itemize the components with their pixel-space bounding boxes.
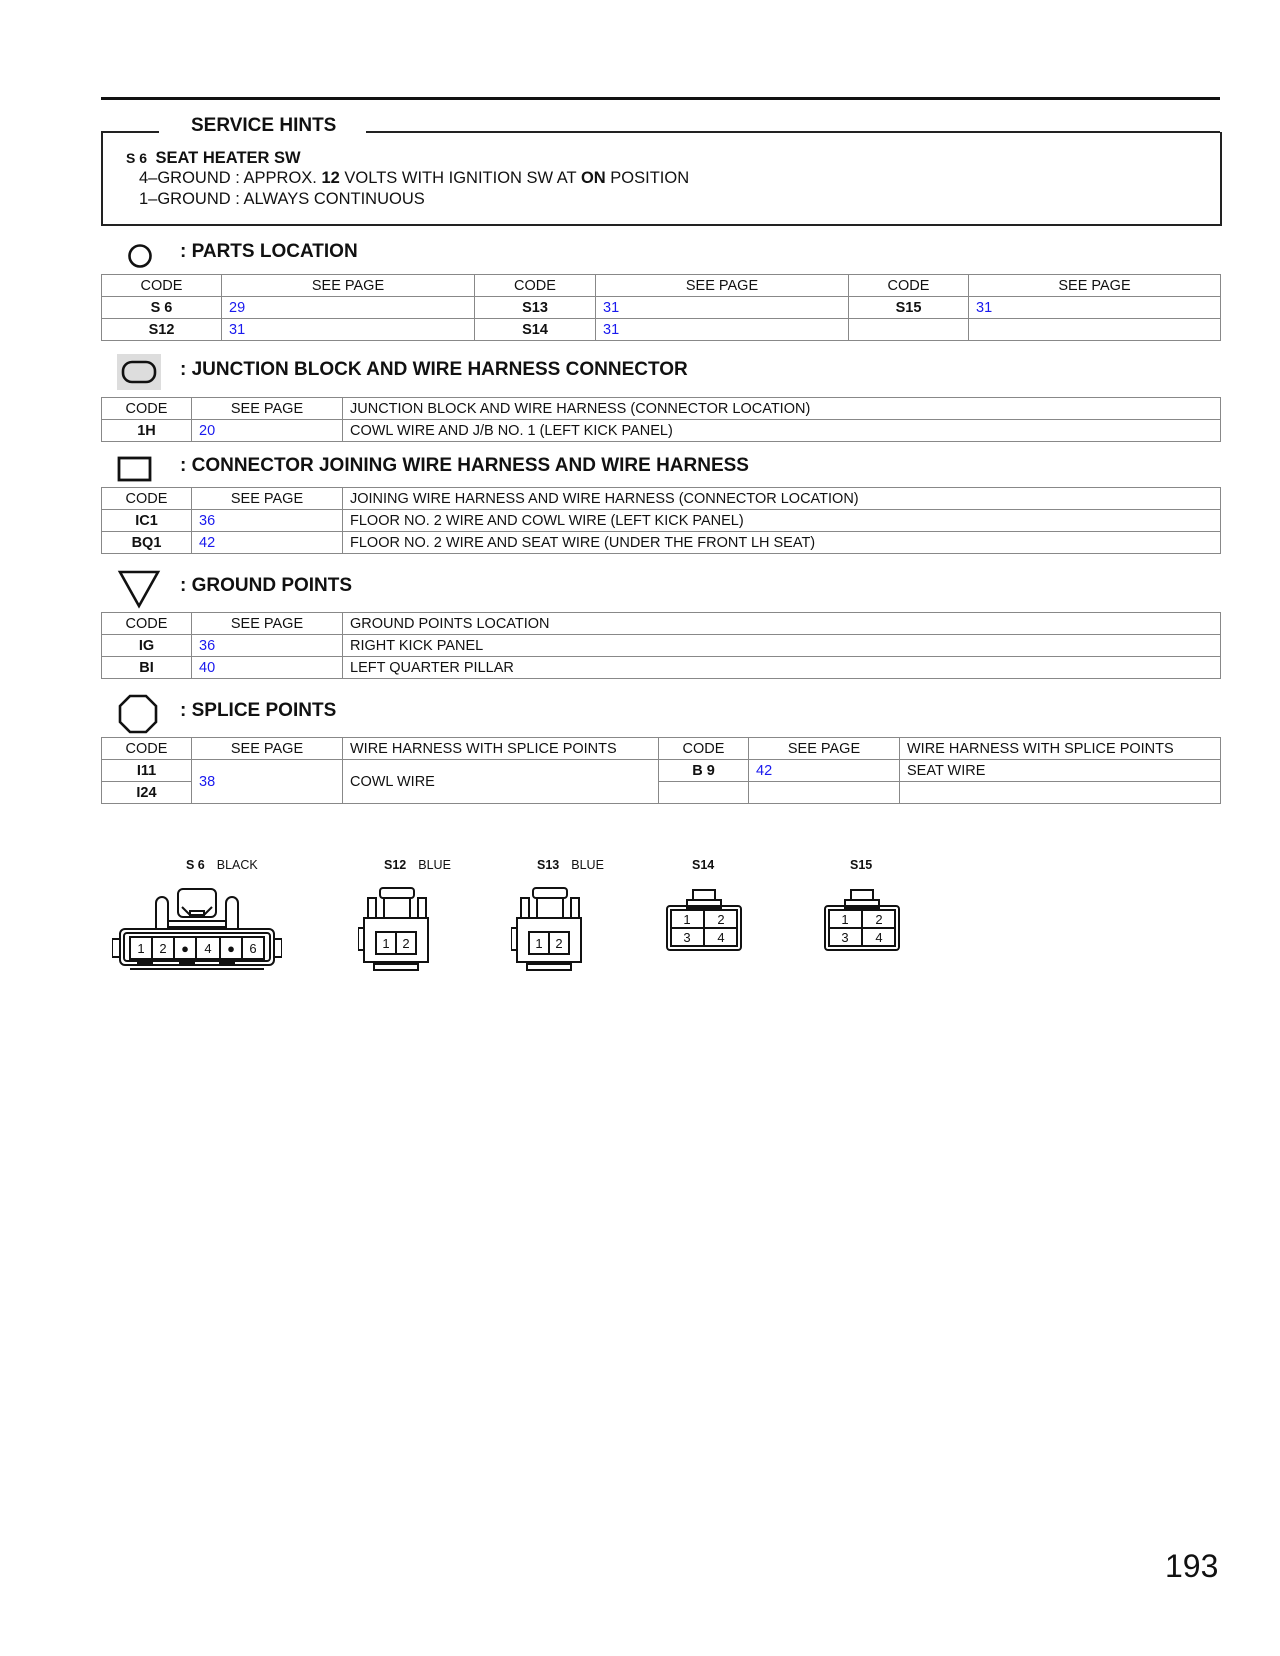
empty-cell <box>969 319 1221 341</box>
part-code: S12 <box>102 319 222 341</box>
junction-block-title: : JUNCTION BLOCK AND WIRE HARNESS CONNECTOR <box>180 359 688 380</box>
page-link[interactable]: 31 <box>222 319 475 341</box>
table-row <box>102 510 1221 532</box>
connector-code: S12 <box>384 858 407 872</box>
connector-code: S15 <box>850 858 873 872</box>
empty-cell <box>659 782 749 804</box>
parts-location-table <box>101 274 1221 341</box>
page-link[interactable]: 31 <box>596 319 849 341</box>
hint-item-heading <box>126 149 301 168</box>
pin-label: 1 <box>841 912 849 927</box>
junction-block-table <box>101 397 1221 442</box>
page-link[interactable]: 38 <box>192 760 343 804</box>
page-link[interactable]: 31 <box>596 297 849 319</box>
ground-code: BI <box>102 657 192 679</box>
header-code: CODE <box>102 738 192 760</box>
hint-line-1-prefix: 4–GROUND : APPROX. <box>139 169 322 187</box>
splice-points-table <box>101 737 1221 804</box>
service-hints-title: SERVICE HINTS <box>191 115 337 136</box>
table-row <box>102 760 1221 782</box>
pin-label: 4 <box>204 941 212 956</box>
header-see-page: SEE PAGE <box>969 275 1221 297</box>
pin-label: 1 <box>683 912 691 927</box>
pin-label: 2 <box>875 912 883 927</box>
page-number: 193 <box>1165 1548 1219 1584</box>
pin-label: 1 <box>382 936 390 951</box>
header-see-page: SEE PAGE <box>192 398 343 420</box>
joint-code: IC1 <box>102 510 192 532</box>
hint-line-2: 1–GROUND : ALWAYS CONTINUOUS <box>139 190 425 208</box>
table-row <box>102 297 1221 319</box>
pin-label: 2 <box>717 912 725 927</box>
connector-label-s6 <box>186 858 258 872</box>
header-see-page: SEE PAGE <box>192 488 343 510</box>
connector-s12-diagram <box>358 886 430 972</box>
page-link[interactable]: 31 <box>969 297 1221 319</box>
splice-harness: SEAT WIRE <box>900 760 1221 782</box>
connector-joining-title: : CONNECTOR JOINING WIRE HARNESS AND WIRE HARNESS <box>180 455 749 476</box>
pin-label: 3 <box>841 930 849 945</box>
table-row <box>102 319 1221 341</box>
header-see-page: SEE PAGE <box>192 738 343 760</box>
joint-location: FLOOR NO. 2 WIRE AND COWL WIRE (LEFT KICK PANEL) <box>343 510 1221 532</box>
joint-code: BQ1 <box>102 532 192 554</box>
pin-label: 2 <box>159 941 167 956</box>
joint-location: FLOOR NO. 2 WIRE AND SEAT WIRE (UNDER THE FRONT LH SEAT) <box>343 532 1221 554</box>
ground-points-title: : GROUND POINTS <box>180 575 353 596</box>
table-header-row <box>102 738 1221 760</box>
connector-code: S 6 <box>186 858 205 872</box>
hint-line-1-mid: VOLTS WITH IGNITION SW AT <box>339 169 581 187</box>
connector-s13-diagram <box>511 886 583 972</box>
empty-cell <box>749 782 900 804</box>
rounded-rectangle-icon <box>117 354 161 390</box>
page-link[interactable]: 36 <box>192 635 343 657</box>
header-code: CODE <box>102 398 192 420</box>
part-code: S 6 <box>102 297 222 319</box>
header-code: CODE <box>849 275 969 297</box>
ground-location: LEFT QUARTER PILLAR <box>343 657 1221 679</box>
part-code: S13 <box>475 297 596 319</box>
page-link[interactable]: 36 <box>192 510 343 532</box>
pin-label: 3 <box>683 930 691 945</box>
connector-label-s15 <box>850 858 884 872</box>
hint-line-1-suffix: POSITION <box>605 169 690 187</box>
header-code: CODE <box>659 738 749 760</box>
octagon-icon <box>117 693 159 735</box>
header-code: CODE <box>475 275 596 297</box>
table-header-row <box>102 613 1221 635</box>
splice-code: I24 <box>102 782 192 804</box>
header-location: GROUND POINTS LOCATION <box>343 613 1221 635</box>
connector-s14-diagram <box>665 888 743 954</box>
hint-item-name: SEAT HEATER SW <box>155 149 301 167</box>
pin-label: 2 <box>555 936 563 951</box>
jb-code: 1H <box>102 420 192 442</box>
hint-item-code: S 6 <box>126 150 148 166</box>
ground-location: RIGHT KICK PANEL <box>343 635 1221 657</box>
connector-label-s12 <box>384 858 451 872</box>
header-location: JUNCTION BLOCK AND WIRE HARNESS (CONNECTOR LOCATION) <box>343 398 1221 420</box>
header-code: CODE <box>102 488 192 510</box>
empty-cell <box>900 782 1221 804</box>
part-code: S15 <box>849 297 969 319</box>
header-harness: WIRE HARNESS WITH SPLICE POINTS <box>900 738 1221 760</box>
hint-ignition-state: ON <box>580 169 606 187</box>
page-link[interactable]: 20 <box>192 420 343 442</box>
header-see-page: SEE PAGE <box>192 613 343 635</box>
splice-code: I11 <box>102 760 192 782</box>
ground-code: IG <box>102 635 192 657</box>
page-link[interactable]: 42 <box>749 760 900 782</box>
pin-label: 4 <box>875 930 883 945</box>
table-header-row <box>102 275 1221 297</box>
connector-joining-table <box>101 487 1221 554</box>
hint-voltage: 12 <box>321 169 340 187</box>
page-link[interactable]: 42 <box>192 532 343 554</box>
table-row <box>102 635 1221 657</box>
rectangle-icon <box>117 455 153 483</box>
jb-location: COWL WIRE AND J/B NO. 1 (LEFT KICK PANEL) <box>343 420 1221 442</box>
table-header-row <box>102 398 1221 420</box>
header-location: JOINING WIRE HARNESS AND WIRE HARNESS (CONNECTOR LOCATION) <box>343 488 1221 510</box>
header-code: CODE <box>102 275 222 297</box>
header-see-page: SEE PAGE <box>749 738 900 760</box>
pin-empty-dot: ● <box>227 941 235 956</box>
connector-s6-diagram <box>112 885 282 971</box>
connector-s15-diagram <box>823 888 901 954</box>
pin-empty-dot: ● <box>181 941 189 956</box>
header-code: CODE <box>102 613 192 635</box>
table-row <box>102 657 1221 679</box>
ground-points-table <box>101 612 1221 679</box>
connector-color: BLACK <box>216 858 258 872</box>
splice-code: B 9 <box>659 760 749 782</box>
empty-cell <box>849 319 969 341</box>
table-row <box>102 420 1221 442</box>
splice-harness: COWL WIRE <box>343 760 659 804</box>
connector-color: BLUE <box>571 858 604 872</box>
splice-points-title: : SPLICE POINTS <box>180 700 337 721</box>
page-link[interactable]: 29 <box>222 297 475 319</box>
pin-label: 2 <box>402 936 410 951</box>
pin-label: 4 <box>717 930 725 945</box>
connector-label-s14 <box>692 858 726 872</box>
table-row <box>102 532 1221 554</box>
triangle-down-icon <box>117 569 161 609</box>
table-header-row <box>102 488 1221 510</box>
header-see-page: SEE PAGE <box>222 275 475 297</box>
connector-code: S13 <box>537 858 560 872</box>
header-see-page: SEE PAGE <box>596 275 849 297</box>
top-rule <box>101 97 1220 100</box>
header-harness: WIRE HARNESS WITH SPLICE POINTS <box>343 738 659 760</box>
connector-color: BLUE <box>418 858 451 872</box>
pin-label: 1 <box>535 936 543 951</box>
part-code: S14 <box>475 319 596 341</box>
pin-label: 1 <box>137 941 145 956</box>
parts-location-title: : PARTS LOCATION <box>180 241 358 262</box>
page-link[interactable]: 40 <box>192 657 343 679</box>
connector-label-s13 <box>537 858 604 872</box>
circle-icon <box>127 243 153 269</box>
pin-label: 6 <box>249 941 257 956</box>
connector-code: S14 <box>692 858 715 872</box>
hint-line-1 <box>139 169 689 188</box>
